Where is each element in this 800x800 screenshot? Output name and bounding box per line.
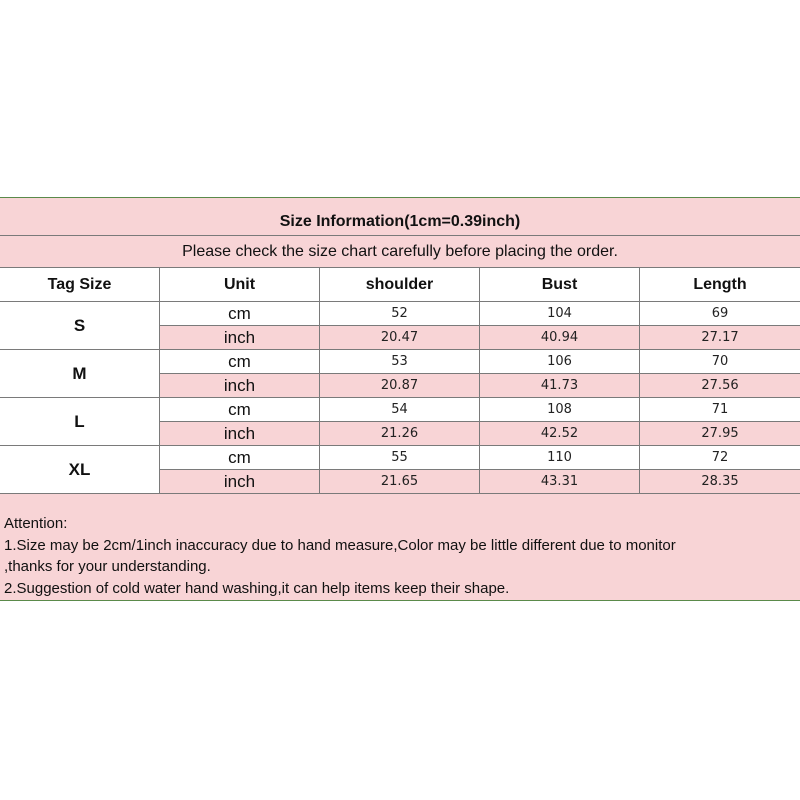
unit-cell: cm: [160, 350, 320, 373]
header-row: [0, 268, 800, 302]
header-bust: Bust: [480, 268, 640, 301]
length-cell: 27.56: [701, 378, 739, 393]
bust-cell: 43.31: [480, 470, 640, 493]
tag-size-cell: L: [0, 398, 160, 445]
size-group-xl: [0, 446, 800, 494]
shoulder-cell: 55: [320, 446, 480, 469]
table-row: [160, 422, 800, 445]
shoulder-cell: 54: [320, 398, 480, 421]
tag-size-cell: S: [0, 302, 160, 349]
table-row: [160, 470, 800, 493]
header-tag-size: Tag Size: [0, 268, 160, 301]
length-cell: 70: [711, 354, 729, 369]
table-row: [160, 302, 800, 326]
unit-cell: inch: [160, 374, 320, 397]
unit-cell: cm: [160, 446, 320, 469]
note-line-2: ,thanks for your understanding.: [4, 558, 211, 575]
shoulder-cell: 21.26: [320, 422, 480, 445]
length-cell: 71: [711, 402, 729, 417]
bust-cell: 108: [480, 398, 640, 421]
length-cell: 27.95: [701, 426, 739, 441]
bust-cell: 106: [480, 350, 640, 373]
size-group-l: [0, 398, 800, 446]
table-row: [160, 398, 800, 422]
unit-cell: inch: [160, 470, 320, 493]
length-cell: 72: [711, 450, 729, 465]
bust-cell: 104: [480, 302, 640, 325]
unit-cell: cm: [160, 398, 320, 421]
header-unit: Unit: [160, 268, 320, 301]
size-group-s: [0, 302, 800, 350]
bust-cell: 42.52: [480, 422, 640, 445]
tag-size-cell: M: [0, 350, 160, 397]
size-group-m: [0, 350, 800, 398]
tag-size-cell: XL: [0, 446, 160, 493]
table-row: [160, 326, 800, 349]
attention-notes: [0, 494, 800, 601]
header-shoulder: shoulder: [320, 268, 480, 301]
length-cell: 69: [711, 306, 729, 321]
notes-heading: Attention:: [4, 515, 68, 532]
length-cell: 28.35: [701, 474, 739, 489]
shoulder-cell: 53: [320, 350, 480, 373]
chart-title: Size Information(1cm=0.39inch): [0, 198, 800, 236]
shoulder-cell: 21.65: [320, 470, 480, 493]
note-line-1: 1.Size may be 2cm/1inch inaccuracy due to hand measure,Color may be little different due to monitor: [4, 536, 676, 554]
unit-cell: inch: [160, 326, 320, 349]
length-cell: 27.17: [701, 330, 739, 345]
shoulder-cell: 20.87: [320, 374, 480, 397]
size-chart: [0, 197, 800, 601]
table-row: [160, 374, 800, 397]
unit-cell: cm: [160, 302, 320, 325]
table-row: [160, 446, 800, 470]
shoulder-cell: 52: [320, 302, 480, 325]
note-line-3: 2.Suggestion of cold water hand washing,it can help items keep their shape.: [4, 579, 510, 597]
header-length: Length: [693, 275, 747, 293]
chart-subtitle: Please check the size chart carefully before placing the order.: [0, 236, 800, 268]
table-row: [160, 350, 800, 374]
bust-cell: 110: [480, 446, 640, 469]
bust-cell: 41.73: [480, 374, 640, 397]
unit-cell: inch: [160, 422, 320, 445]
shoulder-cell: 20.47: [320, 326, 480, 349]
bust-cell: 40.94: [480, 326, 640, 349]
